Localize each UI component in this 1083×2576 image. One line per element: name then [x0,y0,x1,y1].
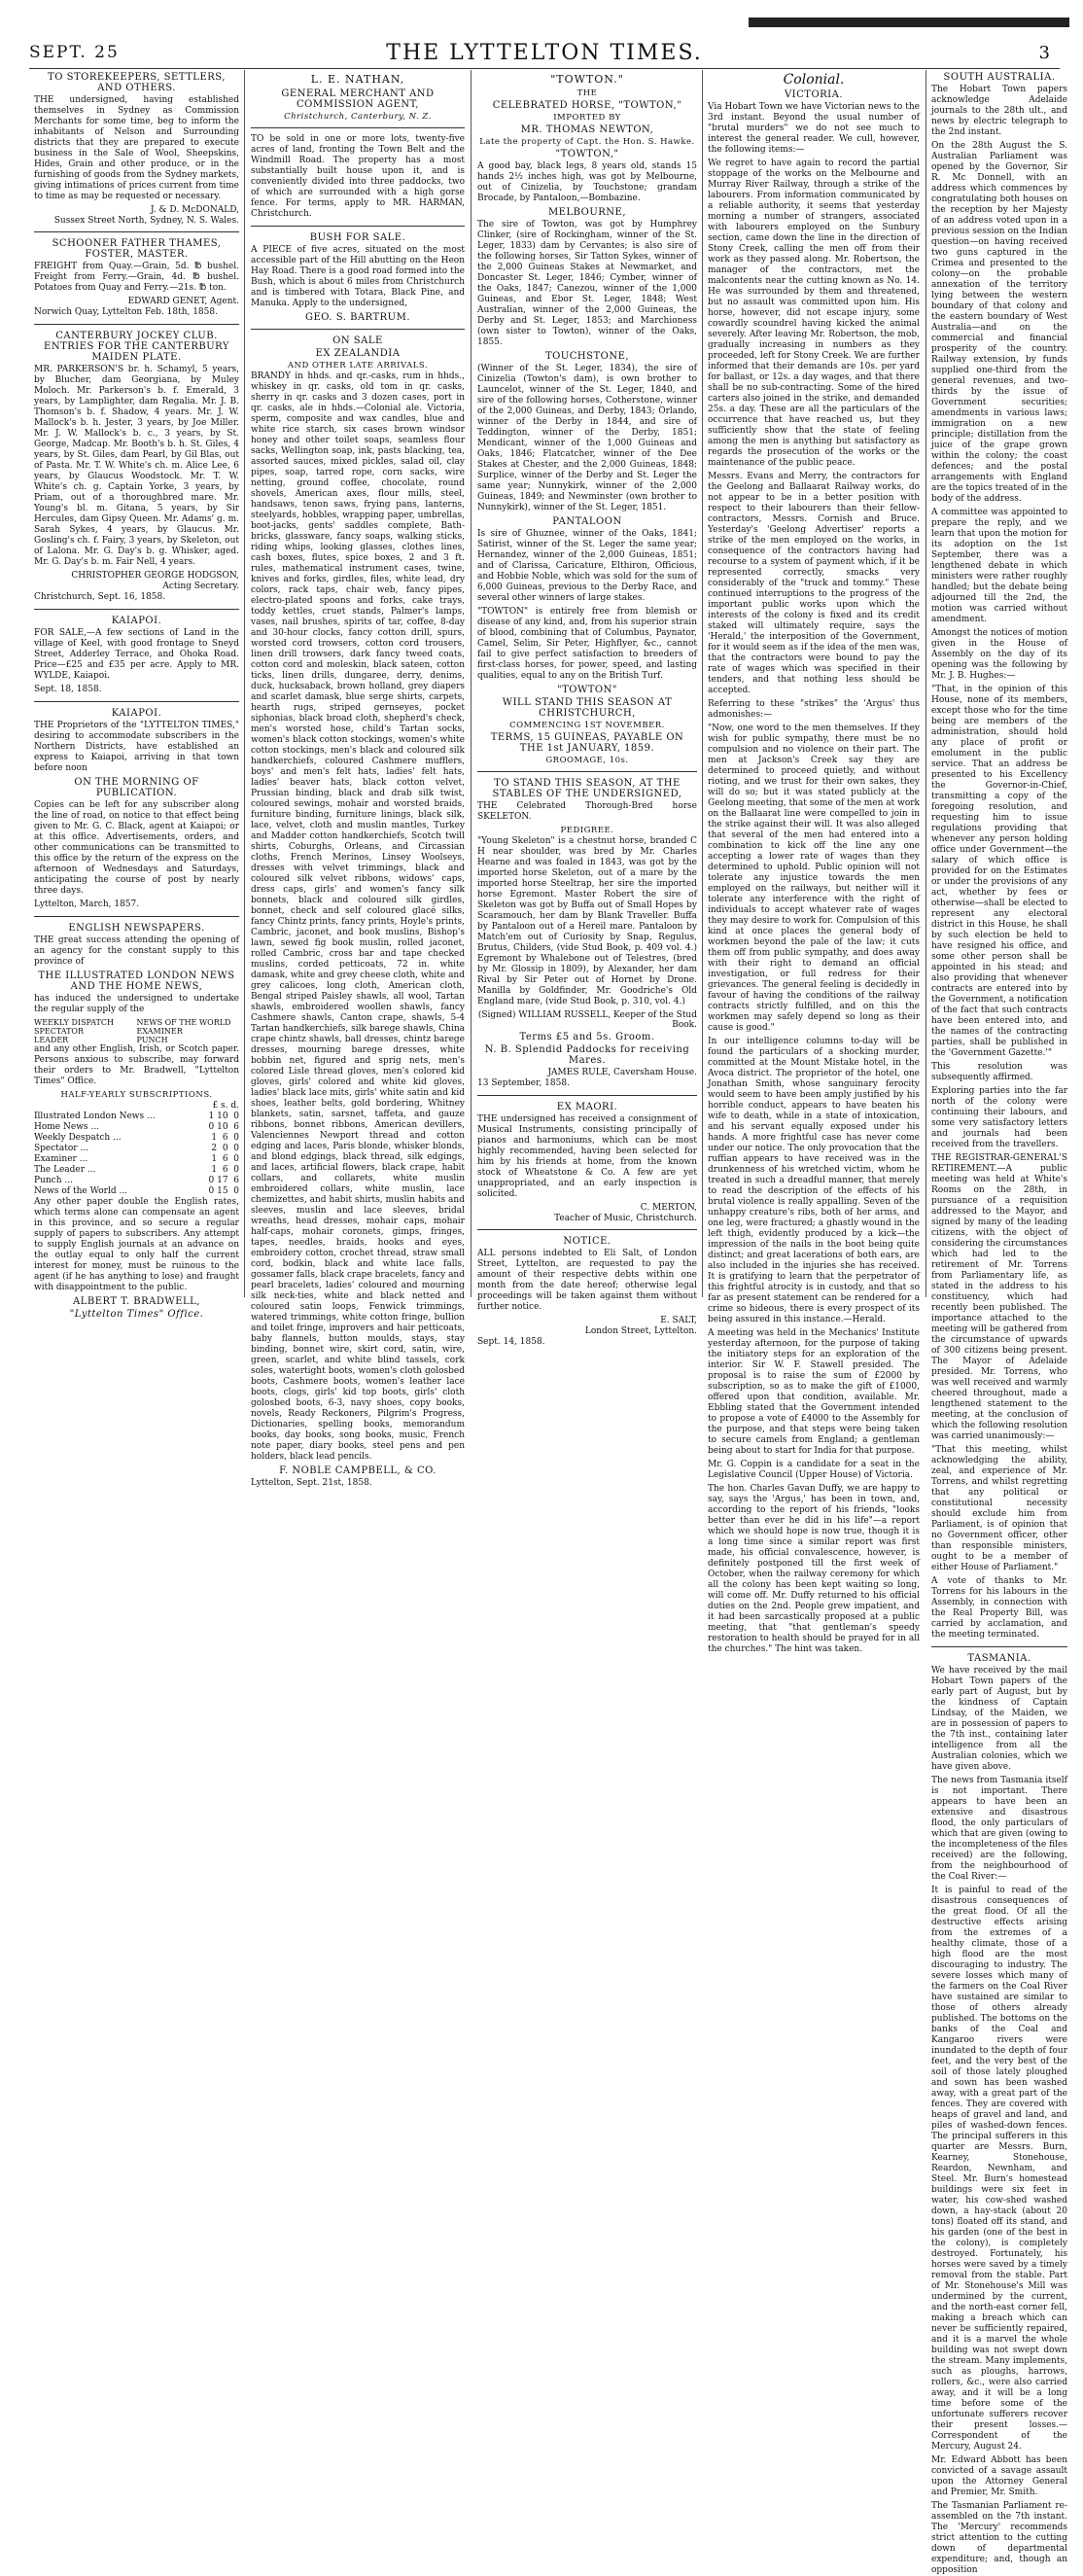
advert-subheading: THE [576,88,598,98]
advert-body: MR. PARKERSON'S br. h. Schamyl, 5 years, by Blucher, dam Georgiana, by Muley Moloch. Mr. Parkerson's b. f. Emerald, 3 years, by Lamplighter, dam Regalia. Mr. J. B. Thomson's b. f. Shadow, 4 years. Mr. J. W. Mallock's b. h. Jester, 3 years, by Joe Miller. Mr. J. W. Mallock's b. c., 3 years, by St. George, Madcap. Mr. Booth's b. h. St. Giles, 4 years, by St. Giles, dam Pearl, by Gil Blas, out of Pasta. Mr. T. W. White's ch. m. Alice Lee, 6 years, by Glaucus Woodstock. Mr. T. W. White's ch. g. Captain Yorke, 3 years, by Priam, out of a thoroughbred mare. Mr. Young's bl. m. Gitana, 5 years, by Sir Hercules, dam Gipsy Queen. Mr. Adams' g. m. Sarah Sykes, 4 years, by Glaucus. Mr. Gosling's ch. f. Fairy, 3 years, by Skeleton, out of Lalona. Mr. G. Day's b. g. Whisker, aged. Mr. G. Day's b. m. Fair Nell, 4 years. [34,365,239,567]
advert-subheading: COMMENCING 1ST NOVEMBER. [509,721,665,730]
list-item: SPECTATOR [34,1027,84,1036]
advert-heading: KAIAPOI. [111,616,162,626]
advert-heading: EX ZEALANDIA [315,348,401,359]
advert-body: THE Celebrated Thorough-Bred horse SKELETON. [477,801,697,822]
advert-signature: F. NOBLE CAMPBELL, & CO. [279,1465,437,1476]
masthead-bar [749,18,1069,27]
bush-sale-advert [251,232,465,323]
column-3 [477,70,697,1347]
price-value: 1 6 0 [211,1133,239,1143]
price-value: 1 10 0 [208,1112,239,1121]
price-row [34,1176,239,1186]
price-value: 1 6 0 [211,1165,239,1175]
advert-subheading: GROOMAGE, 10s. [545,756,629,765]
list-item: NEWS OF THE WORLD [136,1018,231,1027]
advert-signature-title: Teacher of Music, Christchurch. [554,1214,697,1223]
land-sale-advert: TO be sold in one or more lots, twenty-five acres of land, fronting the Town Belt and the Windmill Road. The property has a most substantially built house upon it, and is conveniently divided into three paddocks, two of which are surrounded with a high gorse fence. For terms, apply to MR. HARMAN, Christchurch. [251,134,465,219]
notice-advert [477,1236,697,1348]
divider [251,127,465,128]
advert-signature: JAMES RULE, Caversham House. [547,1068,697,1077]
maori-advert [477,1102,697,1223]
price-item: Illustrated London News ... [34,1112,156,1121]
advert-body: A good bay, black legs, 8 years old, stands 15 hands 2½ inches high, was got by Melbourne, out of Cinizelia, by Touchstone; grandam Brocade, by Pantaloon,—Bombazine. [477,161,697,203]
advert-heading: "TOWTON" [557,685,617,695]
price-row [34,1122,239,1133]
advert-subheading: GENERAL MERCHANT AND COMMISSION AGENT, [281,88,435,110]
kaiapoi-land-advert [34,616,239,695]
divider [477,771,697,772]
advert-heading: MR. THOMAS NEWTON, [520,124,654,135]
divider [34,916,239,917]
article-heading: TASMANIA. [967,1653,1031,1664]
advert-note: N. B. Splendid Paddocks for receiving Mares. [484,1044,690,1066]
schooner-advert [34,238,239,318]
advert-signature: CHRISTOPHER GEORGE HODGSON, [71,571,239,581]
price-row [34,1133,239,1144]
price-item: The Leader ... [34,1165,96,1175]
storekeepers-advert [34,72,239,226]
divider [931,1646,1067,1647]
advert-body: ALL persons indebted to Eli Salt, of London Street, Lyttelton, are requested to pay the amount of their respective debts within one month from the date hereof; otherwise legal proceedings will be taken against them without further notice. [477,1249,697,1312]
zealandia-advert [251,335,465,1489]
advert-address: "Lyttelton Times" Office. [69,1309,204,1320]
advert-body: Any other paper double the English rates, which terms alone can compensate an agent in this province, and so secure a regular supply of papers to subscribers. Any attempt to supply English journals at an advance on the outlay equal to only half the current interest for money, must be ruinous to the agent (if he has anything to lose) and fraught with disappointment to the public. [34,1197,239,1292]
advert-date: 13 September, 1858. [477,1078,570,1088]
masthead-rule [29,68,1060,69]
newspaper-list [34,1018,239,1044]
advert-heading: MELBOURNE, [547,207,627,218]
list-item: WEEKLY DISPATCH [34,1018,114,1027]
article-paragraph: The Hobart Town papers acknowledge Adelaide journals to the 28th ult., and news by electric telegraph to the 2nd instant. [931,85,1067,137]
advert-heading: TOUCHSTONE, [544,351,630,362]
price-columns: £ s. d. [212,1101,239,1111]
price-value: 2 0 0 [211,1144,239,1153]
article-paragraph: This resolution was subsequently affirmed. [931,1062,1067,1082]
advert-subheading: Late the property of Capt. the Hon. S. Hawke. [479,137,695,147]
advert-heading: KAIAPOI. [111,708,162,719]
article-paragraph: A vote of thanks to Mr. Torrens for his labours in the Assembly, in connection with the Real Property Bill, was carried by acclamation, and the meeting terminated. [931,1576,1067,1640]
column-4 [708,70,920,1654]
newspaper-title: THE LYTTELTON TIMES. [386,41,703,65]
issue-date: SEPT. 25 [29,43,120,62]
advert-body: THE Proprietors of the "LYTTELTON TIMES," desiring to accommodate subscribers in the Northern Districts, have established an express to Kaiapoi, arriving in that town before noon [34,721,239,773]
advert-subheading: IMPORTED BY [553,113,621,123]
column-2 [251,70,465,1488]
list-item: EXAMINER [136,1027,183,1036]
divider [251,226,465,227]
advert-body: BRANDY in hhds. and qr.-casks, rum in hhds., whiskey in qr. casks, old tom in qr. casks, sherry in qr. casks and 3 dozen cases, port in qr. casks, ale in hhds.—Colonial ale. Victoria, sperm, composite and wax candles, blue and white rice starch, six cases brown windsor honey and other toilet soaps, seamless flour sacks, Wellington soap, ink, pasts blacking, tea, assorted sauces, mixed pickles, salad oil, clay pipes, soap, tarred rope, corn sacks, wire netting, ground coffee, chocolate, round shovels, American axes, flour mills, steel, handsaws, tenon saws, frying pans, lanterns, steelyards, hobbles, wrapping paper, umbrellas, boot-jacks, gents' saddles complete, Bath-bricks, glassware, fancy soaps, walking sticks, riding whips, looking glasses, clothes lines, cash boxes, flutes, spice boxes, 2 and 3 ft. rules, mathematical instrument cases, twine, knives and forks, girdles, files, white lead, dry colors, rack taps, chair web, fancy pipes, electro-plated spoons and forks, cake trays, toddy kettles, cruet stands, Palmer's lamps, vases, nail brushes, spirits of tar, coffee, 8-day and 30-hour clocks, fancy cotton drill, spurs, worsted cord trowsers, cotton cord trousers, linen drill trowsers, dark fancy tweed coats, cotton cord and moleskin, black sateen, cotton ticks, linen drills, dungaree, derry, denims, duck, hucksaback, brown holland, grey diapers and scarlet damask, blue serge shirts, carpets, hearth rugs, striped gernseyes, pocket siphonias, black broad cloth, shepherd's check, men's worsted hose, child's Tartan socks, women's black cotton stockings, women's white cotton stockings, men's black and coloured silk handkerchiefs, coloured Cashmere mufflers, boys' and men's felt hats, ladies' felt hats, ladies' beaver hats, black cotton velvet, Prussian binding, black and drab silk twist, coloured sewings, mohair and worsted braids, furniture binding, furniture linings, black silk, lace, velvet, cloth and muslin mantles, Turkey and Madder cotton handkerchiefs, Scotch twill shirts, Coburghs, Orleans, and Circassian cloths, French Merinos, Linsey Woolseys, dresses with velvet trimmings, black and coloured silk velvet ribbons, widows' caps, dress caps, girls' and women's fancy silk bonnets, black and coloured silk girdles, bonnet, check and self coloured glacé silks, fancy Chintz prints, fancy prints, Hoyle's prints, Cambric, jaconet, and book muslins, Bishop's lawn, sewed fig book muslin, rolled jaconet, rolled Cambric, cross bar and tape checked muslins, corded petticoats, 72 in. white damask, white and grey cheese cloth, white and grey calicoes, long cloth, American cloth, Bengal striped Paisley shawls, all wool, Tartan shawls, embroidered woollen shawls, fancy Cashmere shawls, Canton crape, shawls, 5-4 Tartan handkerchiefs, silk barege shawls, China crape chintz shawls, ball dresses, chintz barege dresses, mourning barege dresses, white bobbin net, figured and sprig nets, men's colored Lisle thread gloves, men's colored kid gloves, girls' colored and white kid gloves, ladies' black lace mits, girls' white satin and kid shoes, leather belts, gold bordering, Whitney blankets, satin, sarsnet, taffeta, and gauze ribbons, bonnet ribbons, American devillers, Valenciennes Newport thread and cotton edging and laces, Paris blonde, whisker blonds, and blond edgings, black thread, silk edgings, and laces, artificial flowers, black crape, habit collars, and collarets, white muslin embroidered collars, white muslin, lace chemizettes, and habit shirts, muslin habits and sleeves, muslin and lace sleeves, bridal wreaths, head dresses, mohair caps, mohair half-caps, mohair coronets, gimps, fringes, tapes, needles, braids, hooks and eyes, embroidery cotton, crochet thread, straw small cord, bodkin, black and white lace falls, gossamer falls, black crape bracelets, fancy and pearl bracelets, ladies' coloured and mourning silk neck-ties, white and black netted and coloured satin loops, Fenwick trimmings, watered trimmings, white cotton fringe, bullion and toilet fringe, improvers and hair petticoats, baby flannels, button moulds, stays, stay binding, bonnet wire, skirt cord, satin, wire, green, scarlet, and white blind tassels, cork soles, watertight boots, women's cloth golosbed boots, Cashmere boots, women's leather lace boots, clogs, girls' kid top boots, girls' cloth golosbed boots, 6-3, navy shoes, copy books, novels, Ready Reckoners, Pilgrim's Progress, Dictionaries, spelling books, memorandum books, day books, song books, music, French note paper, diary books, steel pens and pen holders, black lead pencils. [251,371,465,1462]
article-paragraph: We regret to have again to record the partial stoppage of the works on the Melbourne and Murray River Railway, through a strike of the labourers. From information communicated by a reliable authority, it seems that yesterday morning a number of strangers, associated with labourers employed on the Sunbury section, came down the line in the direction of Stony Creek, calling the men off from their work as they passed along. Mr. Robertson, the manager of the contractors, met the malcontents near the cutting known as No. 14. He was surrounded by them and threatened, but no assault was committed upon him. His horse, however, did not escape injury, some cowardly scoundrel having kicked the animal severely. After leaving Mr. Robertson, the mob, gradually increasing in numbers as they proceeded, left for Stony Creek. We are further informed that their demands are 10s. per yard for ballast, or 12s. a day wages, and that there shall be no sub-contracting. Some of the hired carters also joined in the strike, and demanded 25s. a day. These are all the particulars of the occurrence that have reached us, but they sufficiently show that the state of feeling among the men is anything but satisfactory as regards the prosecution of the works or the maintenance of the public peace. [708,159,920,468]
advert-body: (Winner of the St. Leger, 1834), the sire of Cinizelia (Towton's dam), is own brother to Launcelot, winner of the St. Leger, 1840, and sire of the following horses, Cotherstone, winner of the 2,000 Guineas, and Derby, 1843; Orlando, winner of the Derby in 1844, and sire of Teddington, winner of the Derby, 1851; Mendicant, winner of the 1,000 Guineas and Oaks, 1846; Flatcatcher, winner of the Dee Stakes at Chester, and the 2,000 Guineas, 1848; Surplice, winner of the Derby and St. Leger the same year; Nunnykirk, winner of the 2,000 Guineas, 1849; and Newminster (own brother to Nunnykirk), winner of the St. Leger, 1851. [477,364,697,512]
column-rule [471,70,472,1297]
price-value: 0 15 0 [208,1186,239,1196]
advert-body: "Young Skeleton" is a chestnut horse, branded C H near shoulder, was bred by Mr. Charles Hearne and was foaled in 1843, was got by the imported horse Skeleton, out of a mare by the imported horse Steeltrap, her sire the imported horse Egremont. Master Robert the sire of Skeleton was got by Buffa out of Small Hopes by Scaramouch, her dam by Blank Traveller. Buffa by Pantaloon out of a Hereil mare. Pantaloon by Match'em out of Curiosity by Snap, Regulus, Brutus, Childers, (vide Stud Book, p. 409 vol. 4.) Egremont by Whalebone out of Telestres, (bred by Mr. Glossip in 1809), by Alexander, her dam Rival by Sir Peter out of Hornet by Drone. Manilla by Goldfinder, Mr. Goodriche's Old England mare, (vide Stud Book, p. 310, vol. 4.) [477,836,697,1006]
price-row [34,1186,239,1197]
article-paragraph: A committee was appointed to prepare the reply, and we learn that upon the motion for its adoption on the 1st September, there was a lengthened debate in which ministers were rather roughly handled; but the debate being adjourned till the 2nd, the motion was carried without amendment. [931,508,1067,624]
article-paragraph: The Tasmanian Parliament re-assembled on the 7th instant. The 'Mercury' recommends strict attention to the cutting down of departmental expenditure; and, though an opposition [931,2501,1067,2575]
list-item: LEADER [34,1036,69,1044]
column-rule [244,70,245,1297]
advert-body: "TOWTON" is entirely free from blemish or disease of any kind, and, from his superior strain of blood, combining that of Columbus, Paynator, Camel, Selim, Sir Peter, Highflyer, &c., cannot fail to give perfect satisfaction to breeders of first-class horses, for power, speed, and lasting qualities, equal to any on the British Turf. [477,607,697,681]
article-paragraph: Referring to these "strikes" the 'Argus' thus admonishes:— [708,699,920,720]
divider [477,1229,697,1230]
advert-heading: "TOWTON." [550,73,624,86]
article-paragraph: It is painful to read of the disastrous consequences of the great flood. Of all the destructive effects arising from the extremes of a healthy climate, those of a high flood are the most discouraging to industry. The severe losses which many of the farmers on the Coal River have sustained are similar to those of others already published. The bottoms on the banks of the Coal and Kangaroo rivers were inundated to the depth of four feet, and the very best of the soil of those lately ploughed and sown has been washed away, with a great part of the fences. They are covered with heaps of gravel and land, and piles of washed-down fences. The principal sufferers in this quarter are Messrs. Burn, Kearney, Stonehouse, Reardon, Newnham, and Steel. Mr. Burn's homestead buildings were six feet in water, his cow-shed washed down, a hay-stack (about 20 tons) floated off its stand, and his garden (one of the best in the colony), is completely destroyed. Fortunately, his horses were saved by a timely removal from the stable. Part of Mr. Stonehouse's Mill was undermined by the current, and the north-east corner fell, making a breach which can never be sufficiently repaired, and it is a marvel the whole building was not swept down the stream. Many implements, such as ploughs, harrows, rollers, &c., were also carried away, and it will be a long time before some of the unfortunate sufferers recover their present losses.—Correspondent of the Mercury, August 24. [931,1886,1067,2452]
advert-signature: GEO. S. BARTRUM. [304,312,411,323]
advert-emphasis: THE ILLUSTRATED LONDON NEWS AND THE HOME NEWS, [38,970,235,992]
price-item: Weekly Despatch ... [34,1133,122,1143]
advert-signature: EDWARD GENET, Agent. [127,297,239,306]
advert-body: FREIGHT from Quay.—Grain, 5d. ℔ bushel. Freight from Ferry.—Grain, 4d. ℔ bushel. Potatoes from Quay and Ferry.—21s. ℔ ton. [34,262,239,293]
price-item: Home News ... [34,1122,99,1132]
advert-body: THE undersigned, having established themselves in Sydney as Commission Merchants for some time, beg to inform the inhabitants of Nelson and Surrounding districts that they are prepared to execute business in the Sale of Wool, Sheepskins, Hides, Grain and other produce, or in the furnishing of goods from the Sydney markets, giving intimations of prices current from time to time as may be requested or necessary. [34,95,239,201]
advert-body: and any other English, Irish, or Scotch paper. Persons anxious to subscribe, may forward their orders to Mr. Bradwell, "Lyttelton Times" Office. [34,1044,239,1086]
article-paragraph: In our intelligence columns to-day will be found the particulars of a shocking murder, committed at the Mount Mistake hotel, in the Avoca district. The proprietor of the hotel, one Jonathan Smith, whose sanguinary ferocity would seem to have been amply justified by his horrible conduct, appears to have beaten his wife to death, while in a state of intoxication, and his servant equally exposed under his hands. A more frightful case has never come under our notice. The only provocation that the ruffian appears to have received was in the drunkenness of his wretched victim, whom he treated in such a dreadful manner, that merely to read the description of the effects of his brutal violence is really appalling. Seven of the unhappy creature's ribs, both of her arms, and one leg, were fractured; a ghastly wound in the left thigh, evidently produced by a kick—the impression of the nails in the boot being quite distinct; and great lacerations of both ears, are also included in the injuries she has received. It is gratifying to learn that the perpetrator of this frightful atrocity is in custody, and that so far as present statement can be rendered for a crime so hideous, there is every prospect of its being assured in this instance.—Herald. [708,1037,920,1324]
article-heading: SOUTH AUSTRALIA. [943,72,1056,83]
price-value: 0 17 6 [208,1176,239,1185]
column-5 [931,70,1068,2575]
subscriptions-heading: HALF-YEARLY SUBSCRIPTIONS. [60,1090,213,1100]
article-paragraph: Mr. G. Coppin is a candidate for a seat in the Legislative Council (Upper House) of Victoria. [708,1460,920,1480]
advert-subheading: AND OTHER LATE ARRIVALS. [287,361,429,371]
divider [34,324,239,325]
advert-body: THE undersigned has received a consignment of Musical Instruments, consisting principally of pianos and harmoniums, which can be most highly recommended, having been selected for him by his friends at home, from the known stock of Wheatstone & Co. A few are yet unappropriated, and an early inspection is solicited. [477,1114,697,1199]
advert-body: A PIECE of five acres, situated on the most accessible part of the Hill abutting on the Heon Hay Road. There is a good road formed into the Bush, which is about 6 miles from Christchurch and is timbered with Totara, Black Pine, and Manuka. Apply to the undersigned, [251,245,465,308]
divider [477,1095,697,1096]
price-item: Punch ... [34,1176,73,1185]
article-paragraph: Messrs. Evans and Merry, the contractors for the Geelong and Ballaarat Railway works, do not appear to be in a better position with respect to their labourers than their fellow-contractors, Messrs. Cornish and Bruce. Yesterday's 'Geelong Advertiser' reports a strike of the men employed on the works, in consequence of the contractors having had recourse to a system of payment which, if it be represented correctly, smacks very considerably of the "truck and tommy." These continued interruptions to the progress of the important public works upon which the interests of the colony is fixed and its credit staked will ultimately require, says the 'Herald,' the interposition of the Government, for it would seem as if the idea of the men was, that the contractors were bound to pay the rate of wages which was specified in their tenders, and that nothing less should be accepted. [708,472,920,695]
article-paragraph: Amongst the notices of motion given in the House of Assembly on the day of its opening was the following by Mr. J. B. Hughes:— [931,628,1067,681]
article-paragraph: "That, in the opinion of this House, none of its members, except those who for the time being are members of the administration, should hold any place of profit or emolument in the public service. That an address be presented to his Excellency the Governor-in-Chief, transmitting a copy of the foregoing resolution, and requesting him to issue regulations providing that whenever any person holding office under Government—the salary of which office is provided for on the Estimates or under the provisions of any act, whether by fees or otherwise—shall be elected to represent any electoral district in this House, he shall by such election be held to have resigned his office, and some other person shall be appointed in his stead; and also providing that whenever contracts are entered into by the Government, a notification of the fact that such contracts have been entered into, and the names of the contracting parties, shall be published in the 'Government Gazette.'" [931,685,1067,1058]
column-1 [34,70,239,1320]
divider [34,609,239,610]
advert-signature: C. MERTON, [640,1203,697,1213]
advert-signature: (Signed) WILLIAM RUSSELL, Keeper of the Stud Book. [477,1010,697,1030]
advert-signature: E. SALT, [660,1316,697,1325]
nathan-advert [251,73,465,122]
advert-body: FOR SALE,—A few sections of Land in the village of Keel, with good frontage to Sneyd Street, Adderley Terrace, and Ohoka Road. Price—£25 and £35 per acre. Apply to MR. WYLDE, Kaiapoi. [34,628,239,681]
column-rule [702,70,703,1297]
advert-signature: J. & D. McDONALD, [150,205,239,215]
advert-place: Christchurch, Canterbury, N. Z. [284,112,432,122]
advert-heading: PANTALOON [552,516,622,527]
article-paragraph: Exploring parties into the far north of the colony were continuing their labours, and some very satisfactory letters and journals had been received from the travellers. [931,1086,1067,1149]
list-item: PUNCH [136,1036,168,1044]
advert-heading: ENGLISH NEWSPAPERS. [68,923,205,934]
advert-terms: TERMS, 15 GUINEAS, PAYABLE ON THE 1st JANUARY, 1859. [490,732,684,754]
kaiapoi-express-advert [34,708,239,910]
english-newspapers-advert [34,923,239,1320]
advert-emphasis: ON THE MORNING OF PUBLICATION. [74,777,199,798]
divider [34,701,239,702]
advert-heading: TO STOREKEEPERS, SETTLERS, AND OTHERS. [48,72,226,93]
advert-date: Christchurch, Sept. 16, 1858. [34,592,166,602]
advert-body: Is sire of Ghuznee, winner of the Oaks, 1841; Satirist, winner of the St. Leger the same year; Hernandez, winner of the 2,000 Guineas, 1851; and of Clarissa, Caricature, Elthiron, Officious, and Hobbie Noble, which was sold for the sum of 6,000 Guineas, previous to the Derby Race, and several other winners of large stakes. [477,529,697,603]
price-row [34,1112,239,1122]
article-paragraph: The news from Tasmania itself is not important. There appears to have been an extensive and disastrous flood, the only particulars of which that are given (owing to the incompleteness of the files received) are the following, from the neighbourhood of the Coal River:— [931,1776,1067,1882]
article-paragraph: On the 28th August the S. Australian Parliament was opened by the Governor, Sir R. Mc Donnell, with an address which commences by congratulating both houses on the reception by her Majesty of an address voted upon in a previous session on the Indian question—on having received two guns captured in the Crimea and presented to the colony—on the probable annexation of the territory lying between the western boundary of that colony and the eastern boundary of West Australia—and on the commercial and financial prosperity of the country. Railway extension, by funds supplied one-third from the general revenues, and two-thirds by the issue of Government securities; amendments in various laws; immigration on a new principle; distillation from the juice of the grape grown within the colony; the coast defences; and the postal arrangements with England are the topics treated of in the body of the address. [931,141,1067,504]
price-item: Spectator ... [34,1144,89,1153]
section-title: Colonial. [783,72,845,88]
article-paragraph: The hon. Charles Gavan Duffy, we are happy to say, says the 'Argus,' has been in town, and, according to the report of his friends, "looks better than ever he did in his life"—a report which we should hope is now true, though it is a long time since a similar report was first made, his official convalescence, however, is definitely postponed till the first week of October, when the railway ceremony for which all the colony has been kept waiting so long, will come off. Mr. Duffy returned to his official duties on the 2nd. People grew impatient, and it had been sarcastically proposed at a public meeting, that "that gentleman's speedy restoration to health should be prayed for in all the churches." The hint was taken. [708,1484,920,1654]
skeleton-advert [477,778,697,1089]
article-paragraph: "That this meeting, whilst acknowledging the ability, zeal, and experience of Mr. Torrens, and whilst regretting that any political or constitutional necessity should exclude him from Parliament, is of opinion that no Government officer, other than responsible ministers, ought to be a member of either House of Parliament." [931,1445,1067,1572]
advert-heading: "TOWTON," [555,149,619,159]
article-paragraph: We have received by the mail Hobart Town papers of the early part of August, but by the kindness of Captain Lindsay, of the Maiden, we are in possession of papers to the 7th inst., containing later intelligence from all the Australian colonies, which we have given above. [931,1666,1067,1772]
article-heading: VICTORIA. [784,89,844,100]
towton-advert [477,73,697,765]
article-paragraph: "Now, one word to the men themselves. If they wish for public sympathy, there must be no compulsion and no violence on their part. The men at Jackson's Creek say they are determined to proceed quietly, and without rioting, and we trust for their own sakes, they will do so; but it was stated publicly at the Geelong meeting, that some of the men at work on the Ballaarat line were compelled to join in the strike against their will. It was also alleged that several of the men had entered into a combination to kick off the line any one accepting a lower rate of wages than they determined to uphold. Public opinion will not tolerate any injustice towards the men employed on the railways, but neither will it tolerate any interference with the right of individuals to accept whatever rate of wages they may desire to work for. Compulsion of this kind at once places the general body of workmen beyond the pale of the law; it cuts them off from public sympathy, and does away with their right to demand an official investigation, or full redress for their grievances. The general feeling is decidedly in favour of having the conditions of the railway contracts strictly fulfilled, and on this the workmen may safely depend so long as their cause is good." [708,723,920,1033]
price-value: 0 10 6 [208,1122,239,1132]
advert-signature: ALBERT T. BRADWELL, [73,1296,200,1307]
advert-body: has induced the undersigned to undertake the regular supply of the [34,994,239,1014]
article-paragraph: Via Hobart Town we have Victorian news to the 3rd instant. Beyond the usual number of "brutal murders" we do not see much to interest the general reader. We cull, however, the following items:— [708,102,920,155]
advert-heading: L. E. NATHAN, [310,73,405,86]
advert-signature-title: Acting Secretary. [162,582,239,591]
price-row [34,1165,239,1176]
advert-body: Copies can be left for any subscriber along the line of road, on notice to that effect being given to Mr. G. C. Black, agent at Kaiapoi; or at this office. Advertisements, orders, and other communications can be transmitted to this office by the return of the express on the afternoon of Wednesdays and Saturdays, anticipating the course of post by nearly three days. [34,800,239,896]
price-item: News of the World ... [34,1186,128,1196]
advert-date: Norwich Quay, Lyttelton Feb. 18th, 1858. [34,307,218,317]
advert-date: Lyttelton, Sept. 21st, 1858. [251,1478,372,1488]
article-paragraph: THE REGISTRAR-GENERAL'S RETIREMENT.—A public meeting was held at White's Rooms on the 28th, in pursuance of a requisition addressed to the Mayor, and signed by many of the leading citizens, with the object of considering the circumstances which had led to the retirement of Mr. Torrens from Parliamentary life, as stated in the address to his constituency, which had recently been published. The importance attached to the meeting will be gathered from the circumstance of upwards of 300 citizens being present. The Mayor of Adelaide presided. Mr. Torrens, who was well received and warmly cheered throughout, made a lengthened statement to the meeting, at the conclusion of which the following resolution was carried unanimously:— [931,1153,1068,1441]
price-value: 1 6 0 [211,1154,239,1164]
article-paragraph: Mr. Edward Abbott has been convicted of a savage assault upon the Attorney General and Premier, Mr. Smith. [931,2455,1067,2497]
divider [251,329,465,330]
jockey-club-advert [34,331,239,603]
advert-address: London Street, Lyttelton. [584,1326,697,1336]
advert-terms: Terms £5 and 5s. Groom. [519,1032,655,1042]
advert-body: The sire of Towton, was got by Humphrey Clinker, (sire of Rockingham, winner of the St. Leger, 1833) dam by Cervantes; is also sire of the following horses, Sir Tatton Sykes, winner of the 2,000 Guineas Stakes at Newmarket, and Doncaster St. Leger, 1846; Cymber, winner of the Oaks, 1847; Canezou, winner of the 1,000 Guineas, and Ebor St. Leger, 1848; West Australian, winner of the 2,000 Guineas, the Derby and St. Leger, 1853; and Marchioness (own sister to Towton), winner of the Oaks, 1855. [477,220,697,347]
price-row [34,1154,239,1165]
advert-heading: CELEBRATED HORSE, "TOWTON," [492,100,682,111]
advert-heading: NOTICE. [563,1236,611,1247]
divider [34,231,239,232]
article-paragraph: A meeting was held in the Mechanics' Institute yesterday afternoon, for the purpose of taking the initiatory steps for an exploration of the interior. Sir W. F. Stawell presided. The proposal is to raise the sum of £2000 by subscription, so as to make the gift of £1000, offered upon that condition, available. Mr. Ebbling stated that the Government intended to propose a vote of £4000 to the Assembly for the purpose, and that steps were being taken to secure camels from England; a gentleman being about to start for India for that purpose. [708,1328,920,1456]
advert-date: Sept. 18, 1858. [34,685,102,694]
masthead [29,4,1060,64]
advert-heading: WILL STAND THIS SEASON AT CHRISTCHURCH, [502,697,673,719]
advert-heading: CANTERBURY JOCKEY CLUB. ENTRIES FOR THE CANTERBURY MAIDEN PLATE. [44,331,229,363]
advert-heading: TO STAND THIS SEASON, AT THE STABLES OF THE UNDERSIGNED, [492,778,682,799]
advert-date: Lyttelton, March, 1857. [34,900,140,909]
advert-subheading: PEDIGREE. [560,826,614,835]
advert-address: Sussex Street North, Sydney, N. S. Wales. [53,216,239,226]
price-item: Examiner ... [34,1154,88,1164]
advert-date: Sept. 14, 1858. [477,1337,545,1347]
advert-heading: ON SALE [332,335,383,346]
advert-heading: EX MAORI. [556,1102,618,1112]
advert-heading: BUSH FOR SALE. [309,232,406,243]
price-row [34,1144,239,1154]
page-number: 3 [1038,43,1050,63]
advert-heading: SCHOONER FATHER THAMES, FOSTER, MASTER. [52,238,222,260]
advert-body: THE great success attending the opening of an agency for the constant supply to this province of [34,935,239,967]
